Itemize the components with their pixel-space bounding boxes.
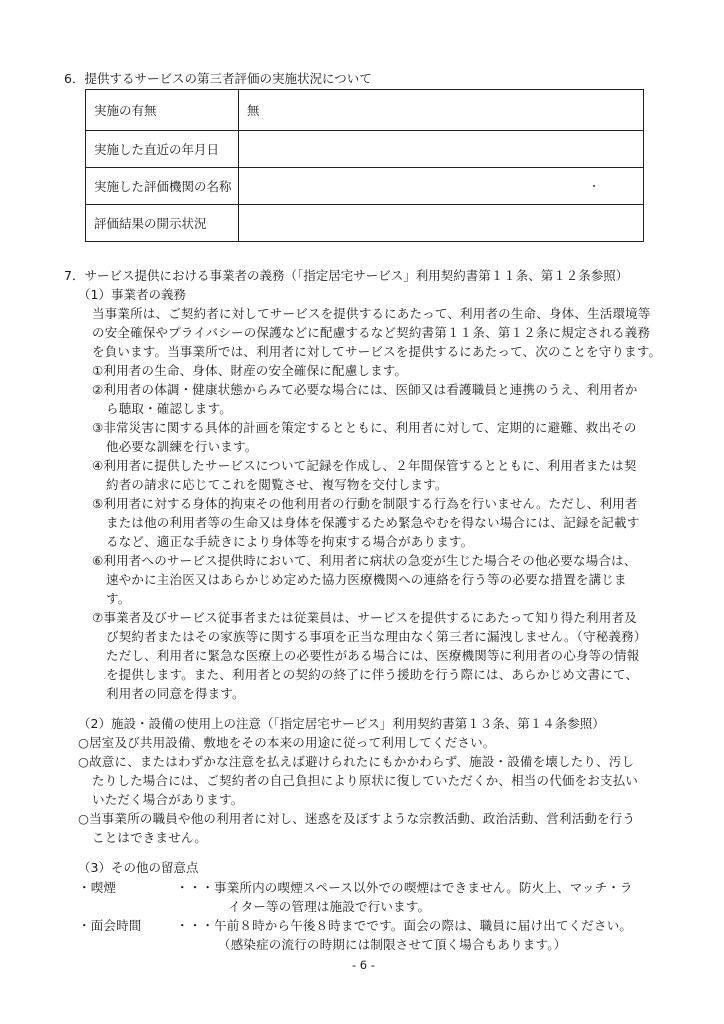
table-row <box>86 205 644 242</box>
duty-item-5-cont: るなど、適正な手続きにより身体等を拘束する場合があります。 <box>106 534 474 549</box>
caution-item-2-cont: いただく場合があります。 <box>92 792 244 807</box>
table-row <box>86 131 644 168</box>
intro-line: の安全確保やプライバシーの保護などに配慮するなど契約書第１１条、第１２条に規定される義務 <box>92 325 651 340</box>
table-cell-value <box>239 168 644 205</box>
scan-speck <box>593 185 595 187</box>
section7-heading: 7．サービス提供における事業者の義務（「指定居宅サービス」利用契約書第１１条、第１２条参照） <box>64 268 629 283</box>
smoking-text: 事業所内の喫煙スペース以外での喫煙はできません。防火上、マッチ・ラ <box>214 880 633 895</box>
table-cell-value <box>239 205 644 242</box>
duty-item-4-cont: 約者の請求に応じてこれを閲覧させ、複写物を交付します。 <box>106 477 448 492</box>
duty-item-7-cont: ただし、利用者に緊急な医療上の必要性がある場合には、医療機関等に利用者の心身等の情報 <box>106 648 640 663</box>
smoking-text-cont: イター等の管理は施設で行います。 <box>228 899 431 914</box>
duty-item-7: ⑦事業者及びサービス従事者または従業員は、サービスを提供するにあたって知り得た利用者及 <box>92 610 637 625</box>
smoking-dots: ・・・ <box>176 880 215 895</box>
smoking-label: ・喫煙 <box>78 880 117 895</box>
intro-line: を負います。当事業所では、利用者に対してサービスを提供するにあたって、次のことを守ります。 <box>92 344 662 359</box>
table-cell-label: 実施した評価機関の名称 <box>86 168 239 205</box>
duty-item-6: ⑥利用者へのサービス提供時において、利用者に病状の急変が生じた場合その他必要な場合は、 <box>92 553 637 568</box>
sub2-heading: （2）施設・設備の使用上の注意（「指定居宅サービス」利用契約書第１３条、第１４条参照） <box>78 716 605 731</box>
table-cell-label: 評価結果の開示状況 <box>86 205 239 242</box>
table-row <box>86 168 644 205</box>
duty-item-6-cont: す。 <box>106 591 131 606</box>
caution-item-2: ○故意に、またはわずかな注意を払えば避けられたにもかかわらず、施設・設備を壊したり、汚し <box>78 754 635 769</box>
table-row <box>86 90 644 131</box>
visiting-text: 午前８時から午後８時までです。面会の際は、職員に届け出てください。 <box>214 918 633 933</box>
duty-item-4: ④利用者に提供したサービスについて記録を作成し、２年間保管するとともに、利用者または契 <box>92 458 637 473</box>
duty-item-7-cont: を提供します。また、利用者との契約の終了に伴う援助を行う際には、あらかじめ文書にて、 <box>106 667 639 682</box>
sub3-heading: （3）その他の留意点 <box>78 860 199 875</box>
duty-item-5-cont: または他の利用者等の生命又は身体を保護するため緊急やむを得ない場合には、記録を記載す <box>106 515 640 530</box>
duty-item-6-cont: 速やかに主治医又はあらかじめ定めた協力医療機関への連絡を行う等の必要な措置を講じま <box>106 572 627 587</box>
sub1-heading: （1）事業者の義務 <box>78 287 186 302</box>
caution-item-3: ○当事業所の職員や他の利用者に対し、迷惑を及ぼすような宗教活動、政治活動、営利活動を行う <box>78 811 636 826</box>
section6-heading: 6．提供するサービスの第三者評価の実施状況について <box>64 71 372 86</box>
caution-item-2-cont: たりした場合には、ご契約者の自己負担により原状に復していただくか、相当の代価をお支払い <box>92 773 639 788</box>
evaluation-table <box>85 89 644 242</box>
table-cell-label: 実施した直近の年月日 <box>86 131 239 168</box>
intro-line: 当事業所は、ご契約者に対してサービスを提供するにあたって、利用者の生命、身体、生活環境等 <box>92 306 651 321</box>
visiting-text-cont: （感染症の流行の時期には制限させて頂く場合もあります。） <box>218 937 567 952</box>
visiting-label: ・面会時間 <box>78 918 142 933</box>
duty-item-3-cont: 他必要な訓練を行います。 <box>106 439 258 454</box>
duty-item-7-cont: 利用者の同意を得ます。 <box>106 686 245 701</box>
caution-item-1: ○居室及び共用設備、敷地をその本来の用途に従って利用してください。 <box>78 735 496 750</box>
page-number: - 6 - <box>352 958 375 972</box>
duty-item-7-cont: び契約者またはその家族等に関する事項を正当な理由なく第三者に漏洩しません。（守秘義務） <box>106 629 647 644</box>
duty-item-2-cont: ら聴取・確認します。 <box>106 401 233 416</box>
table-cell-value <box>239 131 644 168</box>
table-cell-value: 無 <box>239 90 644 131</box>
duty-item-5: ⑤利用者に対する身体的拘束その他利用者の行動を制限する行為を行いません。ただし、利用者 <box>92 496 638 511</box>
duty-item-3: ③非常災害に関する具体的計画を策定するとともに、利用者に対して、定期的に避難、救出その <box>92 420 637 435</box>
visiting-dots: ・・・ <box>176 918 215 933</box>
duty-item-2: ②利用者の体調・健康状態からみて必要な場合には、医師又は看護職員と連携のうえ、利用者か <box>92 382 638 397</box>
table-cell-label: 実施の有無 <box>86 90 239 131</box>
caution-item-3-cont: ことはできません。 <box>92 830 208 845</box>
duty-item-1: ①利用者の生命、身体、財産の安全確保に配慮します。 <box>92 363 408 378</box>
